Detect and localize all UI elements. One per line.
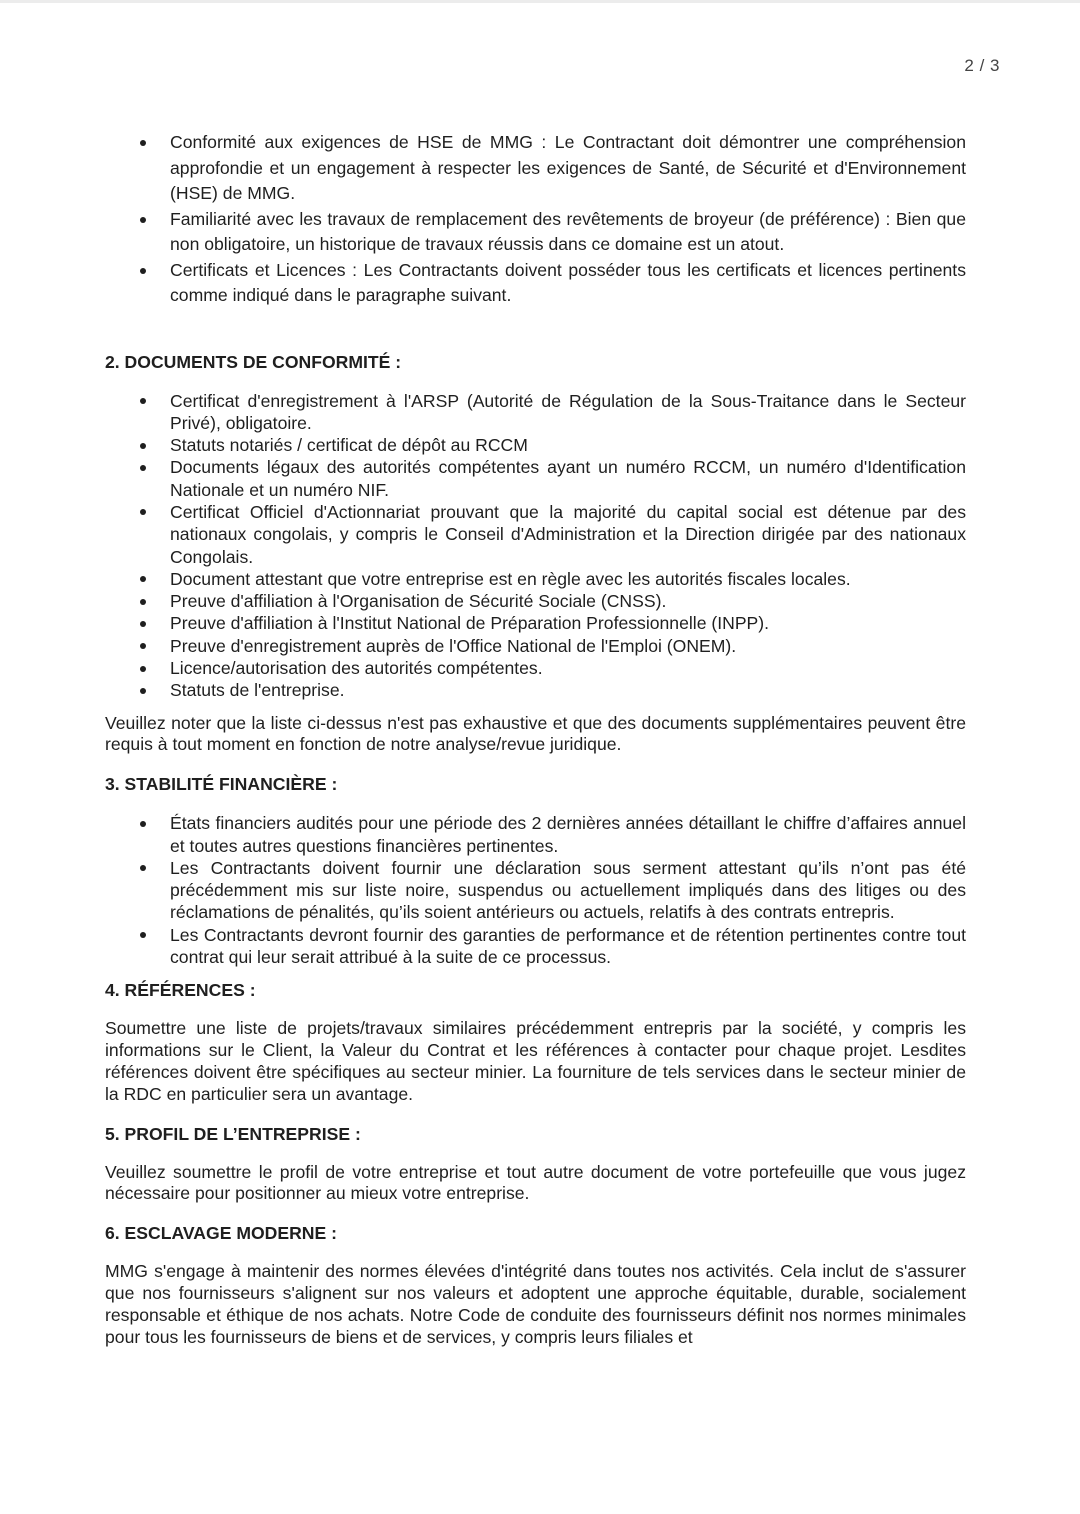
- list-item: Preuve d'enregistrement auprès de l'Office National de l'Emploi (ONEM).: [105, 635, 966, 657]
- list-item: Preuve d'affiliation à l'Institut National de Préparation Professionnelle (INPP).: [105, 612, 966, 634]
- intro-bullet-list: [105, 130, 966, 309]
- list-item: Documents légaux des autorités compétentes ayant un numéro RCCM, un numéro d'Identification Nationale et un numéro NIF.: [105, 456, 966, 501]
- list-item: Les Contractants doivent fournir une déclaration sous serment attestant qu’ils n’ont pas été précédemment mis sur liste noire, suspendus ou actuellement impliqués dans des litiges ou des réclamations de pénalités, qu’ils soient antérieurs ou actuels, relatifs à des contrats entrepris.: [105, 857, 966, 924]
- list-item: Statuts notariés / certificat de dépôt au RCCM: [105, 434, 966, 456]
- list-item: Certificat d'enregistrement à l'ARSP (Autorité de Régulation de la Sous-Traitance dans le Secteur Privé), obligatoire.: [105, 390, 966, 435]
- section-4-heading: 4. RÉFÉRENCES :: [105, 980, 256, 1001]
- section-6-heading: 6. ESCLAVAGE MODERNE :: [105, 1223, 337, 1244]
- list-item: Preuve d'affiliation à l'Organisation de Sécurité Sociale (CNSS).: [105, 590, 966, 612]
- list-item: Les Contractants devront fournir des garanties de performance et de rétention pertinentes contre tout contrat qui leur serait attribué à la suite de ce processus.: [105, 924, 966, 969]
- section-5-heading: 5. PROFIL DE L’ENTREPRISE :: [105, 1123, 361, 1144]
- modern-slavery-paragraph: MMG s'engage à maintenir des normes élevées d'intégrité dans toutes nos activités. Cela inclut de s'assurer que nos fournisseurs s'alignent sur nos valeurs et adoptent une approche équitable, durable, socialement responsable et éthique de nos achats. Notre Code de conduite des fournisseurs définit nos normes minimales pour tous les fournisseurs de biens et de services, y compris leurs filiales et: [105, 1261, 966, 1347]
- section-3-heading: 3. STABILITÉ FINANCIÈRE :: [105, 774, 338, 795]
- list-item: Certificats et Licences : Les Contractants doivent posséder tous les certificats et licences pertinents comme indiqué dans le paragraphe suivant.: [105, 258, 966, 309]
- list-item: Familiarité avec les travaux de remplacement des revêtements de broyeur (de préférence) : Bien que non obligatoire, un historique de travaux réussis dans ce domaine est un atout.: [105, 207, 966, 258]
- company-profile-paragraph: Veuillez soumettre le profil de votre entreprise et tout autre document de votre portefeuille que vous jugez nécessaire pour positionner au mieux votre entreprise.: [105, 1161, 966, 1204]
- compliance-documents-list: [105, 390, 966, 702]
- document-body: [105, 130, 966, 1348]
- financial-stability-list: [105, 812, 966, 968]
- list-item: Statuts de l'entreprise.: [105, 679, 966, 701]
- section-2-heading: 2. DOCUMENTS DE CONFORMITÉ :: [105, 351, 402, 372]
- list-item: États financiers audités pour une période des 2 dernières années détaillant le chiffre d’affaires annuel et toutes autres questions financières pertinentes.: [105, 812, 966, 857]
- compliance-note: Veuillez noter que la liste ci-dessus n'est pas exhaustive et que des documents supplémentaires peuvent être requis à tout moment en fonction de notre analyse/revue juridique.: [105, 712, 966, 755]
- list-item: Certificat Officiel d'Actionnariat prouvant que la majorité du capital social est détenue par des nationaux congolais, y compris le Conseil d'Administration et la Direction dirigée par des nationaux Congolais.: [105, 501, 966, 568]
- list-item: Conformité aux exigences de HSE de MMG : Le Contractant doit démontrer une compréhension approfondie et un engagement à respecter les exigences de Santé, de Sécurité et d'Environnement (HSE) de MMG.: [105, 130, 966, 207]
- references-paragraph: Soumettre une liste de projets/travaux similaires précédemment entrepris par la société, y compris les informations sur le Client, la Valeur du Contrat et les références à contacter pour chaque projet. Lesdites références doivent être spécifiques au secteur minier. La fourniture de tels services dans le secteur minier de la RDC en particulier sera un avantage.: [105, 1018, 966, 1104]
- page-top-edge: [0, 0, 1080, 3]
- list-item: Licence/autorisation des autorités compétentes.: [105, 657, 966, 679]
- page-number: 2 / 3: [964, 56, 1000, 75]
- list-item: Document attestant que votre entreprise est en règle avec les autorités fiscales locales.: [105, 568, 966, 590]
